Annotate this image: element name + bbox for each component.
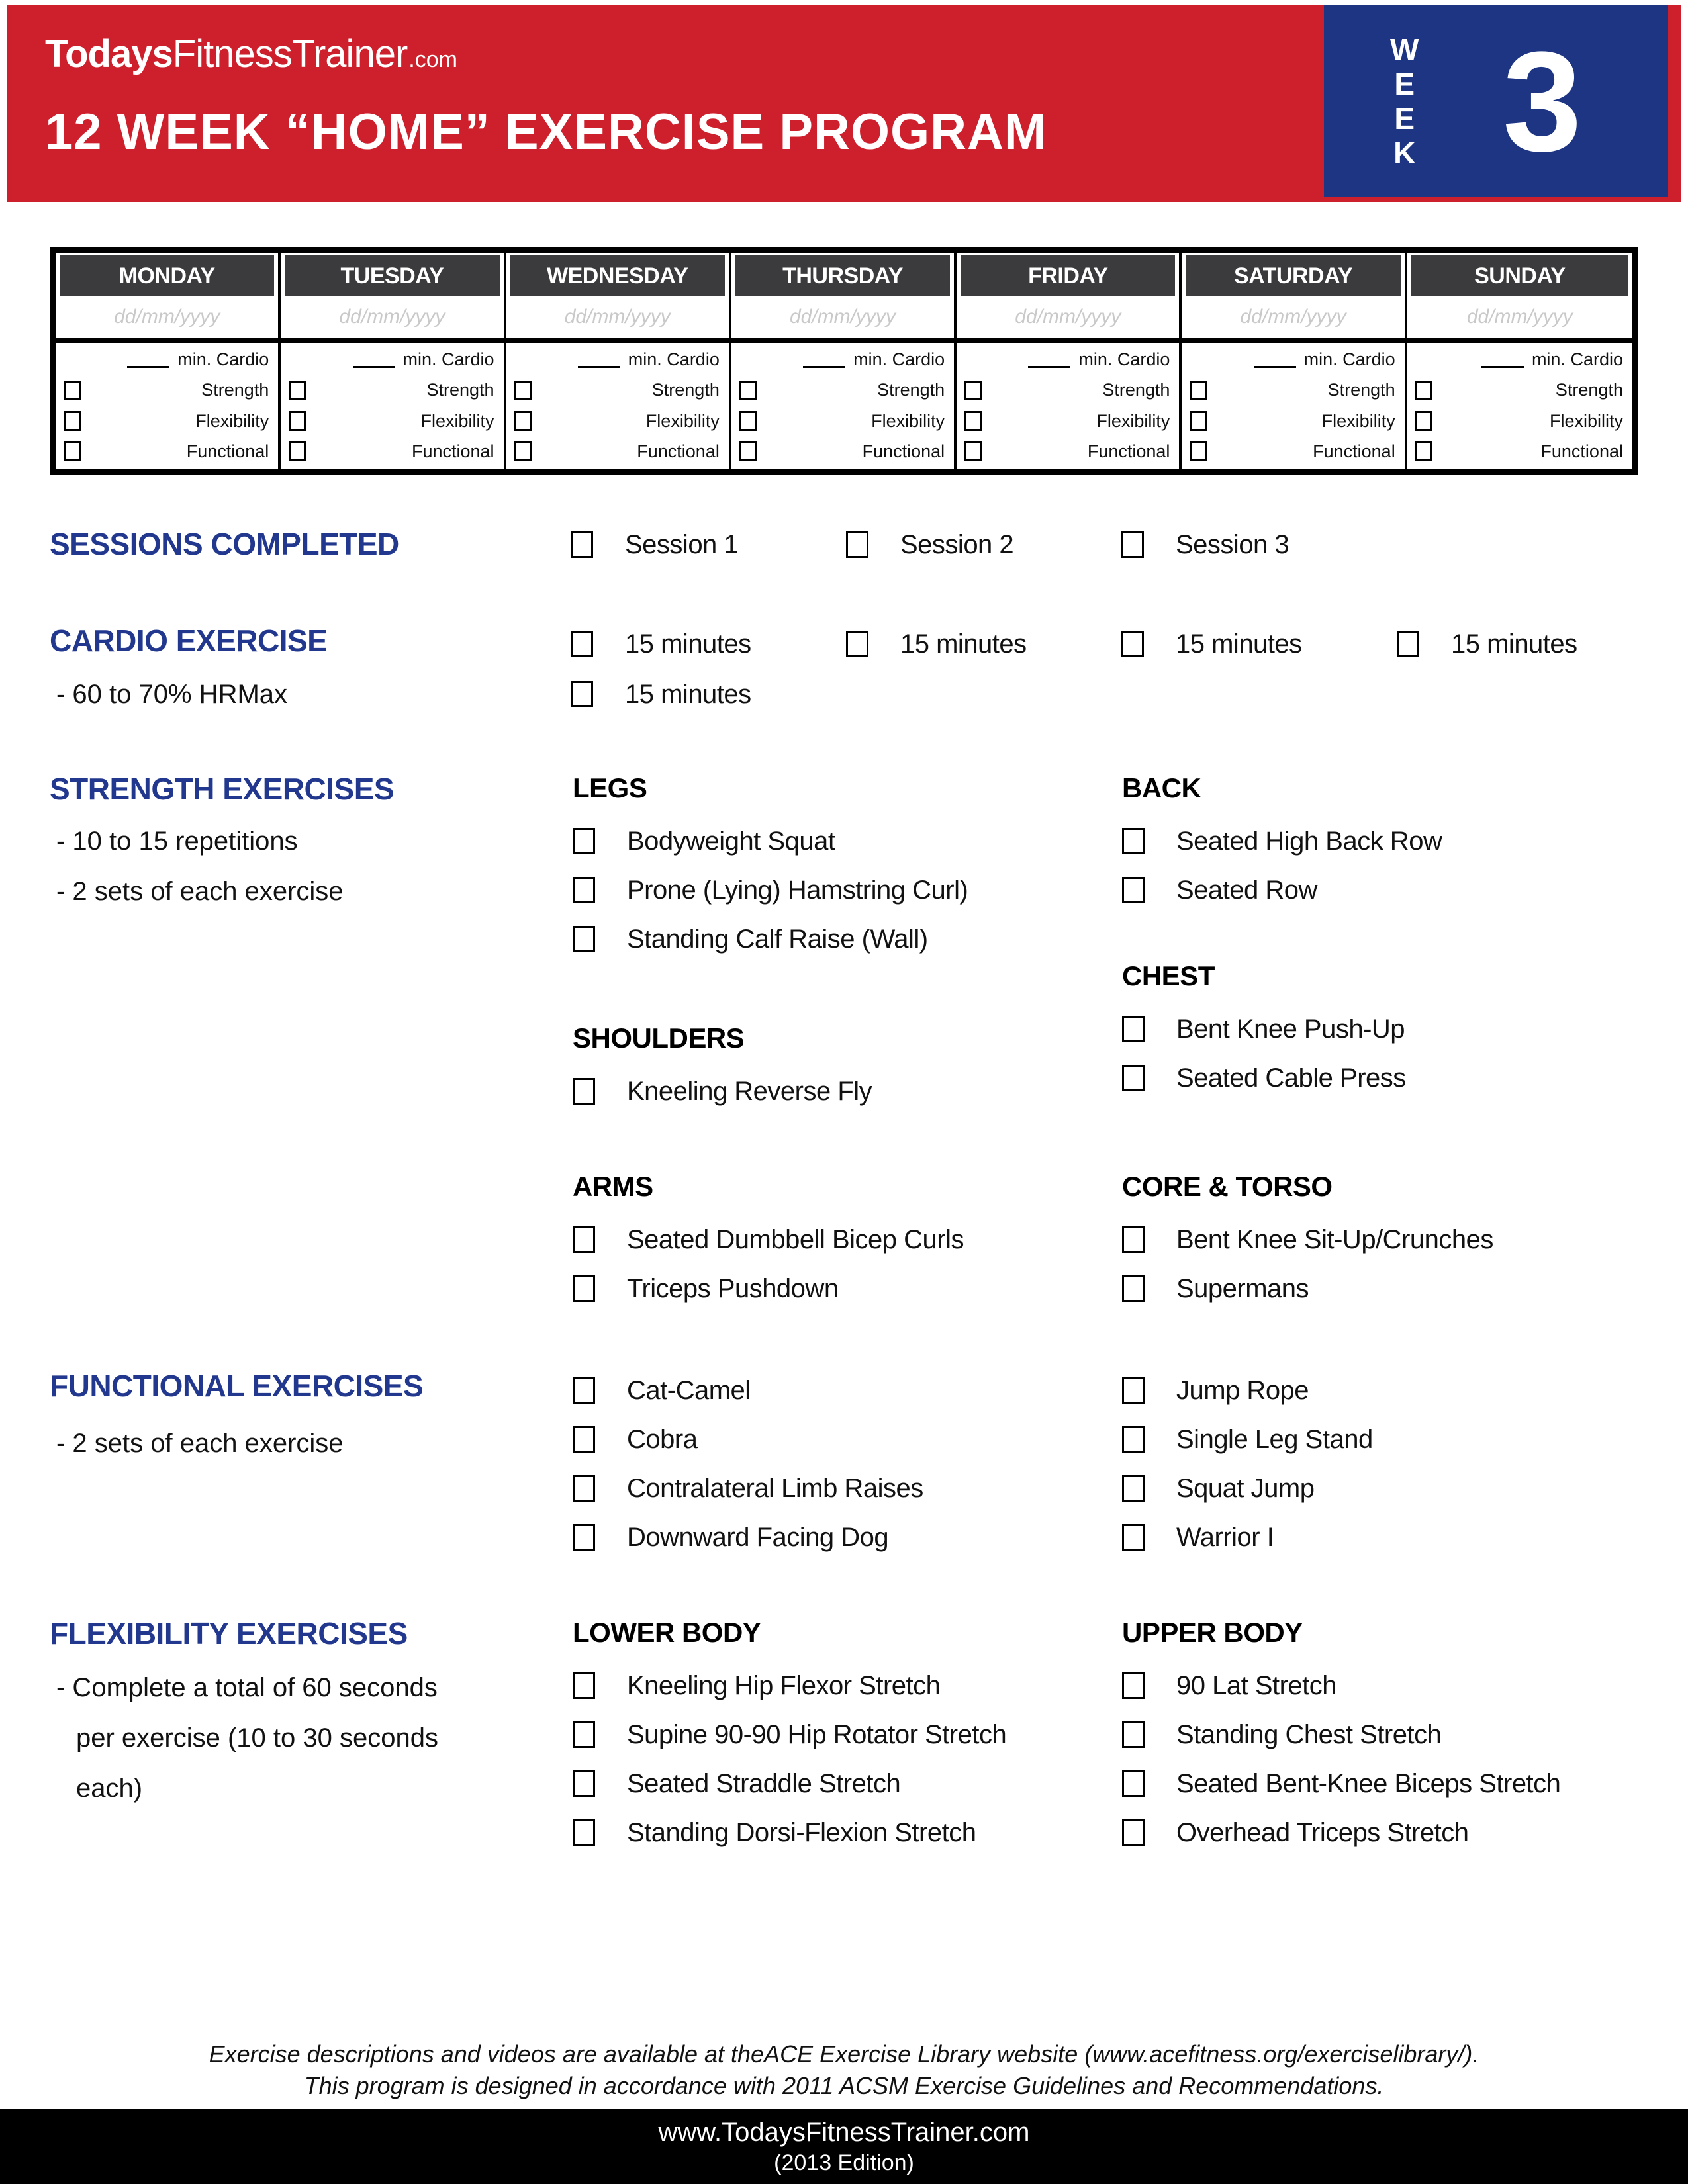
checkbox-wednesday-flexibility[interactable] bbox=[514, 411, 532, 431]
checkbox-bent-knee-sit-up[interactable] bbox=[1122, 1226, 1145, 1253]
day-checklist: min. Cardio Strength Flexibility Functional bbox=[1407, 338, 1632, 469]
arms-group-title: ARMS bbox=[573, 1171, 653, 1202]
cardio-minutes-blank[interactable] bbox=[1254, 351, 1296, 368]
exercise-item: Cat-Camel bbox=[559, 1366, 923, 1415]
cardio-minutes-blank[interactable] bbox=[578, 351, 620, 368]
back-group bbox=[1109, 768, 1442, 915]
day-header: TUESDAY bbox=[285, 255, 499, 296]
cardio-label: min. Cardio bbox=[1531, 349, 1623, 369]
session-1-item: Session 1 bbox=[559, 520, 835, 569]
checkbox-sunday-strength[interactable] bbox=[1415, 381, 1432, 400]
date-input-wednesday[interactable]: dd/mm/yyyy bbox=[564, 306, 671, 328]
day-column-thursday bbox=[731, 253, 957, 469]
day-column-wednesday bbox=[506, 253, 731, 469]
cardio-15min-item: 15 minutes bbox=[1110, 619, 1385, 668]
day-header: MONDAY bbox=[60, 255, 274, 296]
checkbox-standing-dorsi-flexion-stretch[interactable] bbox=[573, 1819, 595, 1846]
cardio-label: min. Cardio bbox=[853, 349, 945, 369]
day-column-sunday bbox=[1407, 253, 1632, 469]
checkbox-downward-facing-dog[interactable] bbox=[573, 1524, 595, 1551]
checkbox-cardio-5[interactable] bbox=[571, 681, 593, 707]
exercise-item: Standing Calf Raise (Wall) bbox=[559, 915, 968, 964]
functional-exercises-heading: FUNCTIONAL EXERCISES bbox=[50, 1369, 424, 1403]
exercise-item: Squat Jump bbox=[1109, 1464, 1373, 1513]
exercise-item: Standing Dorsi-Flexion Stretch bbox=[559, 1808, 1006, 1857]
day-checklist: min. Cardio Strength Flexibility Functional bbox=[1182, 338, 1404, 469]
checkbox-triceps-pushdown[interactable] bbox=[573, 1275, 595, 1302]
day-checklist: min. Cardio Strength Flexibility Functional bbox=[281, 338, 503, 469]
strength-bullet-1: - 10 to 15 repetitions bbox=[56, 827, 298, 856]
day-header: SATURDAY bbox=[1186, 255, 1400, 296]
exercise-item: 90 Lat Stretch bbox=[1109, 1661, 1560, 1710]
footer-note-line-1: Exercise descriptions and videos are available at theACE Exercise Library website (www.acefitness.org/exerciselibrary/). bbox=[209, 2040, 1479, 2068]
checkbox-bent-knee-push-up[interactable] bbox=[1122, 1016, 1145, 1042]
exercise-item: Supine 90-90 Hip Rotator Stretch bbox=[559, 1710, 1006, 1759]
functional-left-column bbox=[559, 1366, 923, 1562]
checkbox-cat-camel[interactable] bbox=[573, 1377, 595, 1404]
checkbox-cardio-1[interactable] bbox=[571, 631, 593, 657]
checkbox-standing-chest-stretch[interactable] bbox=[1122, 1721, 1145, 1748]
checkbox-warrior-i[interactable] bbox=[1122, 1524, 1145, 1551]
cardio-minutes-blank[interactable] bbox=[1481, 351, 1524, 368]
checkbox-saturday-flexibility[interactable] bbox=[1190, 411, 1207, 431]
cardio-label: min. Cardio bbox=[177, 349, 269, 369]
exercise-item: Single Leg Stand bbox=[1109, 1415, 1373, 1464]
strength-bullet-2: - 2 sets of each exercise bbox=[56, 877, 344, 906]
exercise-item: Triceps Pushdown bbox=[559, 1264, 964, 1313]
checkbox-cardio-2[interactable] bbox=[846, 631, 868, 657]
exercise-item: Seated Bent-Knee Biceps Stretch bbox=[1109, 1759, 1560, 1808]
week-number: 3 bbox=[1503, 21, 1582, 181]
checkbox-cardio-3[interactable] bbox=[1121, 631, 1144, 657]
sessions-completed-heading: SESSIONS COMPLETED bbox=[50, 527, 399, 561]
logo-bold-text: Todays bbox=[45, 32, 173, 75]
exercise-item: Seated High Back Row bbox=[1109, 817, 1442, 866]
checkbox-prone-hamstring-curl[interactable] bbox=[573, 877, 595, 903]
day-column-tuesday bbox=[281, 253, 506, 469]
checkbox-overhead-triceps-stretch[interactable] bbox=[1122, 1819, 1145, 1846]
footer-notes bbox=[0, 2038, 1688, 2102]
exercise-item: Warrior I bbox=[1109, 1513, 1373, 1562]
legs-group bbox=[559, 768, 968, 964]
checkbox-seated-straddle-stretch[interactable] bbox=[573, 1770, 595, 1797]
checkbox-bodyweight-squat[interactable] bbox=[573, 828, 595, 854]
checkbox-monday-strength[interactable] bbox=[64, 381, 81, 400]
shoulders-group-title: SHOULDERS bbox=[573, 1023, 745, 1054]
exercise-item: Seated Straddle Stretch bbox=[559, 1759, 1006, 1808]
exercise-item: Seated Cable Press bbox=[1109, 1054, 1406, 1103]
checkbox-monday-flexibility[interactable] bbox=[64, 411, 81, 431]
checkbox-cardio-4[interactable] bbox=[1397, 631, 1419, 657]
day-header: WEDNESDAY bbox=[510, 255, 725, 296]
date-input-tuesday[interactable]: dd/mm/yyyy bbox=[339, 306, 445, 328]
day-checklist: min. Cardio Strength Flexibility Functional bbox=[506, 338, 729, 469]
core-torso-group-title: CORE & TORSO bbox=[1122, 1171, 1333, 1202]
footer-note-line-2: This program is designed in accordance with 2011 ACSM Exercise Guidelines and Recommendations. bbox=[304, 2072, 1384, 2099]
day-header: FRIDAY bbox=[961, 255, 1175, 296]
functional-right-column bbox=[1109, 1366, 1373, 1562]
strength-exercises-heading: STRENGTH EXERCISES bbox=[50, 772, 395, 806]
date-input-thursday[interactable]: dd/mm/yyyy bbox=[789, 306, 896, 328]
chest-group-title: CHEST bbox=[1122, 960, 1215, 991]
site-logo bbox=[45, 32, 457, 76]
checkbox-friday-functional[interactable] bbox=[964, 441, 982, 461]
checkbox-thursday-flexibility[interactable] bbox=[739, 411, 757, 431]
day-column-friday bbox=[957, 253, 1182, 469]
date-input-monday[interactable]: dd/mm/yyyy bbox=[114, 306, 220, 328]
checkbox-90-lat-stretch[interactable] bbox=[1122, 1672, 1145, 1699]
checkbox-friday-flexibility[interactable] bbox=[964, 411, 982, 431]
core-torso-group bbox=[1109, 1166, 1493, 1313]
legs-group-title: LEGS bbox=[573, 772, 647, 803]
exercise-item: Bodyweight Squat bbox=[559, 817, 968, 866]
checkbox-monday-functional[interactable] bbox=[64, 441, 81, 461]
logo-suffix-text: .com bbox=[408, 47, 457, 72]
exercise-item: Kneeling Reverse Fly bbox=[559, 1067, 872, 1116]
checkbox-wednesday-functional[interactable] bbox=[514, 441, 532, 461]
date-input-friday[interactable]: dd/mm/yyyy bbox=[1015, 306, 1121, 328]
lower-body-group-title: LOWER BODY bbox=[573, 1617, 761, 1648]
checkbox-sunday-flexibility[interactable] bbox=[1415, 411, 1432, 431]
day-header: SUNDAY bbox=[1411, 255, 1628, 296]
checkbox-session-1[interactable] bbox=[571, 531, 593, 558]
cardio-minutes-blank[interactable] bbox=[353, 351, 395, 368]
checkbox-contralateral-limb-raises[interactable] bbox=[573, 1475, 595, 1502]
footer-site-url: www.TodaysFitnessTrainer.com bbox=[658, 2117, 1030, 2147]
checkbox-cobra[interactable] bbox=[573, 1426, 595, 1453]
cardio-label: min. Cardio bbox=[402, 349, 494, 369]
checkbox-session-3[interactable] bbox=[1121, 531, 1144, 558]
day-header: THURSDAY bbox=[735, 255, 950, 296]
exercise-item: Contralateral Limb Raises bbox=[559, 1464, 923, 1513]
checkbox-tuesday-functional[interactable] bbox=[289, 441, 306, 461]
flexibility-bullet: - Complete a total of 60 seconds per exercise (10 to 30 seconds each) bbox=[56, 1673, 438, 1803]
exercise-item: Bent Knee Sit-Up/Crunches bbox=[1109, 1215, 1493, 1264]
exercise-item: Seated Dumbbell Bicep Curls bbox=[559, 1215, 964, 1264]
upper-body-group bbox=[1109, 1612, 1560, 1857]
cardio-minutes-blank[interactable] bbox=[1028, 351, 1070, 368]
checkbox-sunday-functional[interactable] bbox=[1415, 441, 1432, 461]
cardio-label: min. Cardio bbox=[1303, 349, 1395, 369]
checkbox-kneeling-reverse-fly[interactable] bbox=[573, 1078, 595, 1105]
checkbox-saturday-functional[interactable] bbox=[1190, 441, 1207, 461]
day-column-saturday bbox=[1182, 253, 1407, 469]
exercise-item: Seated Row bbox=[1109, 866, 1442, 915]
date-input-sunday[interactable]: dd/mm/yyyy bbox=[1466, 306, 1573, 328]
checkbox-seated-cable-press[interactable] bbox=[1122, 1065, 1145, 1091]
cardio-label: min. Cardio bbox=[628, 349, 720, 369]
cardio-minutes-blank[interactable] bbox=[127, 351, 169, 368]
back-group-title: BACK bbox=[1122, 772, 1201, 803]
session-3-item: Session 3 bbox=[1110, 520, 1385, 569]
checkbox-friday-strength[interactable] bbox=[964, 381, 982, 400]
exercise-item: Bent Knee Push-Up bbox=[1109, 1005, 1406, 1054]
session-2-item: Session 2 bbox=[835, 520, 1110, 569]
day-checklist: min. Cardio Strength Flexibility Functional bbox=[731, 338, 954, 469]
weekly-tracker-table bbox=[50, 247, 1638, 475]
lower-body-group bbox=[559, 1612, 1006, 1857]
cardio-row-2 bbox=[559, 670, 835, 719]
exercise-item: Jump Rope bbox=[1109, 1366, 1373, 1415]
exercise-item: Standing Chest Stretch bbox=[1109, 1710, 1560, 1759]
functional-bullet: - 2 sets of each exercise bbox=[56, 1429, 344, 1458]
checkbox-squat-jump[interactable] bbox=[1122, 1475, 1145, 1502]
checkbox-session-2[interactable] bbox=[846, 531, 868, 558]
checkbox-thursday-functional[interactable] bbox=[739, 441, 757, 461]
week-vertical-label: W E E K bbox=[1390, 32, 1419, 170]
upper-body-group-title: UPPER BODY bbox=[1122, 1617, 1303, 1648]
exercise-item: Downward Facing Dog bbox=[559, 1513, 923, 1562]
exercise-item: Prone (Lying) Hamstring Curl) bbox=[559, 866, 968, 915]
checkbox-tuesday-strength[interactable] bbox=[289, 381, 306, 400]
day-checklist: min. Cardio Strength Flexibility Functional bbox=[56, 338, 278, 469]
checkbox-seated-row[interactable] bbox=[1122, 877, 1145, 903]
checkbox-thursday-strength[interactable] bbox=[739, 381, 757, 400]
cardio-row-1 bbox=[559, 619, 1661, 668]
checkbox-seated-high-back-row[interactable] bbox=[1122, 828, 1145, 854]
cardio-15min-item: 15 minutes bbox=[559, 670, 835, 719]
page-title: 12 WEEK “HOME” EXERCISE PROGRAM bbox=[45, 104, 1047, 160]
checkbox-kneeling-hip-flexor-stretch[interactable] bbox=[573, 1672, 595, 1699]
exercise-item: Overhead Triceps Stretch bbox=[1109, 1808, 1560, 1857]
cardio-minutes-blank[interactable] bbox=[803, 351, 845, 368]
arms-group bbox=[559, 1166, 964, 1313]
cardio-15min-item: 15 minutes bbox=[1385, 619, 1661, 668]
checkbox-seated-bent-knee-biceps-stretch[interactable] bbox=[1122, 1770, 1145, 1797]
checkbox-seated-dumbbell-bicep-curls[interactable] bbox=[573, 1226, 595, 1253]
day-column-monday bbox=[56, 253, 281, 469]
checkbox-single-leg-stand[interactable] bbox=[1122, 1426, 1145, 1453]
flexibility-exercises-heading: FLEXIBILITY EXERCISES bbox=[50, 1616, 408, 1651]
cardio-exercise-heading: CARDIO EXERCISE bbox=[50, 623, 328, 658]
checkbox-supine-90-90-hip-rotator-stretch[interactable] bbox=[573, 1721, 595, 1748]
sessions-row bbox=[559, 520, 1385, 569]
shoulders-group bbox=[559, 1018, 872, 1116]
checkbox-supermans[interactable] bbox=[1122, 1275, 1145, 1302]
cardio-15min-item: 15 minutes bbox=[559, 619, 835, 668]
day-checklist: min. Cardio Strength Flexibility Functional bbox=[957, 338, 1179, 469]
exercise-item: Cobra bbox=[559, 1415, 923, 1464]
footer-edition: (2013 Edition) bbox=[774, 2150, 914, 2175]
checkbox-tuesday-flexibility[interactable] bbox=[289, 411, 306, 431]
exercise-item: Kneeling Hip Flexor Stretch bbox=[559, 1661, 1006, 1710]
logo-light-text: FitnessTrainer bbox=[172, 32, 408, 75]
exercise-item: Supermans bbox=[1109, 1264, 1493, 1313]
checkbox-wednesday-strength[interactable] bbox=[514, 381, 532, 400]
week-number-box bbox=[1324, 5, 1668, 197]
chest-group bbox=[1109, 956, 1406, 1103]
footer-bar bbox=[0, 2109, 1688, 2184]
checkbox-jump-rope[interactable] bbox=[1122, 1377, 1145, 1404]
cardio-label: min. Cardio bbox=[1078, 349, 1170, 369]
checkbox-standing-calf-raise[interactable] bbox=[573, 926, 595, 952]
header-banner bbox=[7, 5, 1681, 202]
cardio-15min-item: 15 minutes bbox=[835, 619, 1110, 668]
date-input-saturday[interactable]: dd/mm/yyyy bbox=[1240, 306, 1346, 328]
cardio-bullet: - 60 to 70% HRMax bbox=[56, 680, 288, 709]
checkbox-saturday-strength[interactable] bbox=[1190, 381, 1207, 400]
